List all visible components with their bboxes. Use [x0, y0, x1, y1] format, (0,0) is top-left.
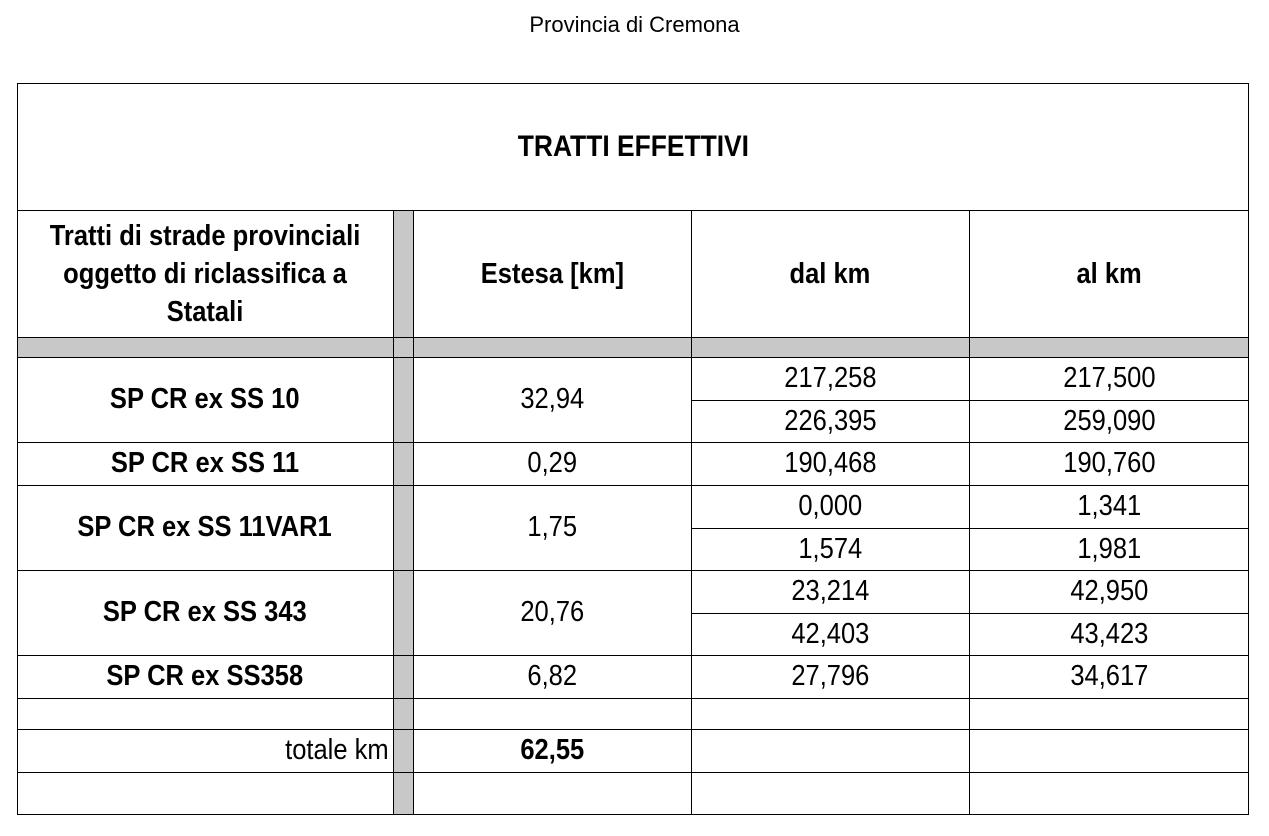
- row-estesa: 20,76: [520, 596, 584, 628]
- hline-header-bottom: [17, 337, 1249, 338]
- header-al: al km: [1076, 258, 1142, 290]
- total-value: 62,55: [520, 734, 584, 766]
- row-name: SP CR ex SS 10: [110, 383, 300, 415]
- row-estesa: 6,82: [527, 660, 577, 692]
- segment-al: 217,500: [1062, 362, 1156, 394]
- row-estesa: 1,75: [527, 511, 577, 543]
- segment-al: 1,341: [1077, 490, 1141, 522]
- segment-al: 34,617: [1069, 660, 1149, 692]
- segment-dal: 1,574: [798, 532, 862, 565]
- segment-dal: 217,258: [783, 362, 877, 394]
- header-estesa: Estesa [km]: [480, 258, 624, 290]
- segment-al: 43,423: [1069, 617, 1149, 650]
- border-bottom: [17, 814, 1249, 815]
- total-label: totale km: [285, 734, 389, 766]
- row-name: SP CR ex SS 11VAR1: [77, 511, 333, 543]
- segment-al: 1,981: [1077, 532, 1141, 565]
- table-title: TRATTI EFFETTIVI: [517, 130, 749, 163]
- table-title-box: [17, 83, 1249, 211]
- segment-al: 190,760: [1062, 447, 1156, 479]
- segment-dal: 42,403: [790, 617, 870, 650]
- row-estesa: 0,29: [527, 447, 577, 479]
- separator-column: [393, 211, 413, 815]
- segment-dal: 226,395: [783, 404, 877, 437]
- row-name: SP CR ex SS358: [106, 660, 304, 692]
- segment-dal: 27,796: [790, 660, 870, 692]
- segment-dal: 0,000: [798, 490, 862, 522]
- vline-sep-left: [393, 211, 394, 815]
- header-separator-band: [17, 337, 1249, 357]
- row-name: SP CR ex SS 11: [110, 447, 300, 479]
- row-name: SP CR ex SS 343: [103, 596, 307, 628]
- segment-al: 42,950: [1069, 575, 1149, 607]
- header-dal: dal km: [789, 258, 871, 290]
- row-estesa: 32,94: [520, 383, 584, 415]
- hline-total-bottom: [17, 772, 1249, 773]
- segment-dal: 190,468: [783, 447, 877, 479]
- segment-al: 259,090: [1062, 404, 1156, 437]
- data-table: [17, 83, 1249, 815]
- page-header: Provincia di Cremona: [529, 12, 740, 37]
- hline-row5-bottom: [17, 698, 1249, 699]
- header-name: Tratti di strade provinciali oggetto di riclassifica a Statali: [49, 220, 361, 328]
- segment-dal: 23,214: [790, 575, 870, 607]
